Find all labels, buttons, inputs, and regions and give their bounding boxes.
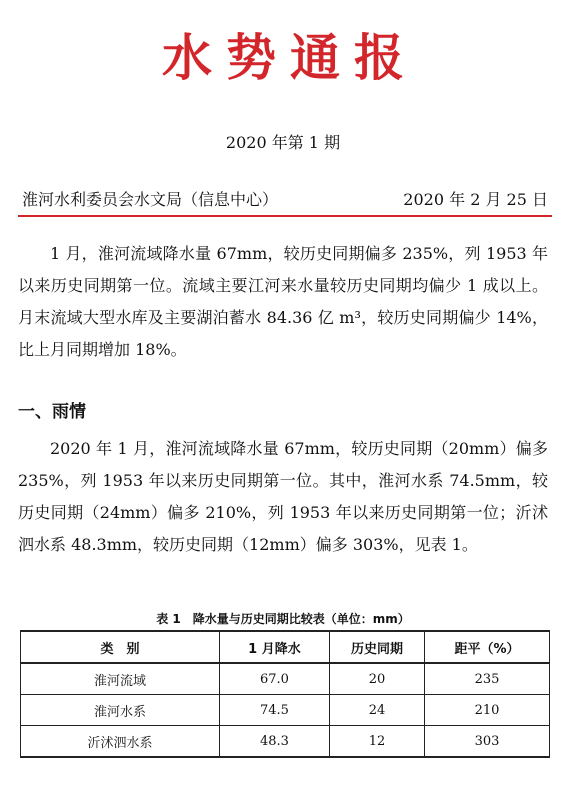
table-cell: 67.0 [219, 663, 329, 695]
rain-paragraph [18, 433, 548, 561]
publisher-name: 淮河水利委员会水文局（信息中心） [22, 190, 279, 209]
summary-text: 1 月，淮河流域降水量 67mm，较历史同期偏多 235%，列 1953 年以来历史同期第一位。流域主要江河来水量较历史同期均偏少 1 成以上。月末流域大型水库及主要湖泊蓄水 84.36 亿 m³，较历史同期偏少 14%，比上月同期增加 18%。 [18, 244, 548, 359]
column-header-jan-precip: 1 月降水 [219, 631, 329, 663]
issue-number: 2020 年第 1 期 [225, 133, 341, 152]
summary-paragraph [18, 238, 548, 366]
rain-text: 2020 年 1 月，淮河流域降水量 67mm，较历史同期（20mm）偏多 235%，列 1953 年以来历史同期第一位。其中，淮河水系 74.5mm，较历史同期（24mm）偏多 210%，列 1953 年以来历史同期第一位；沂沭泗水系 48.3mm，较历史同期（12mm）偏多 303%，见表 1。 [18, 439, 548, 554]
table-cell: 303 [425, 726, 550, 758]
table-cell: 12 [329, 726, 424, 758]
table-row [21, 726, 550, 758]
column-header-category: 类 别 [21, 631, 220, 663]
table-caption: 表 1 降水量与历史同期比较表（单位：mm） [156, 612, 410, 626]
red-divider [18, 215, 552, 217]
table-cell: 48.3 [219, 726, 329, 758]
table-cell: 沂沭泗水系 [21, 726, 220, 758]
column-header-historical: 历史同期 [329, 631, 424, 663]
table-cell: 淮河流域 [21, 663, 220, 695]
document-title: 水势通报 [162, 29, 418, 87]
table-cell: 74.5 [219, 695, 329, 726]
publish-date: 2020 年 2 月 25 日 [403, 190, 548, 209]
table-row [21, 695, 550, 726]
section-heading-rain: 一、雨情 [18, 402, 86, 422]
table-cell: 20 [329, 663, 424, 695]
table-cell: 210 [425, 695, 550, 726]
precipitation-table [20, 630, 550, 758]
table-cell: 淮河水系 [21, 695, 220, 726]
table-row [21, 663, 550, 695]
table-cell: 235 [425, 663, 550, 695]
column-header-anomaly: 距平（%） [425, 631, 550, 663]
table-cell: 24 [329, 695, 424, 726]
table-header-row [21, 631, 550, 663]
publisher-line [22, 190, 548, 210]
